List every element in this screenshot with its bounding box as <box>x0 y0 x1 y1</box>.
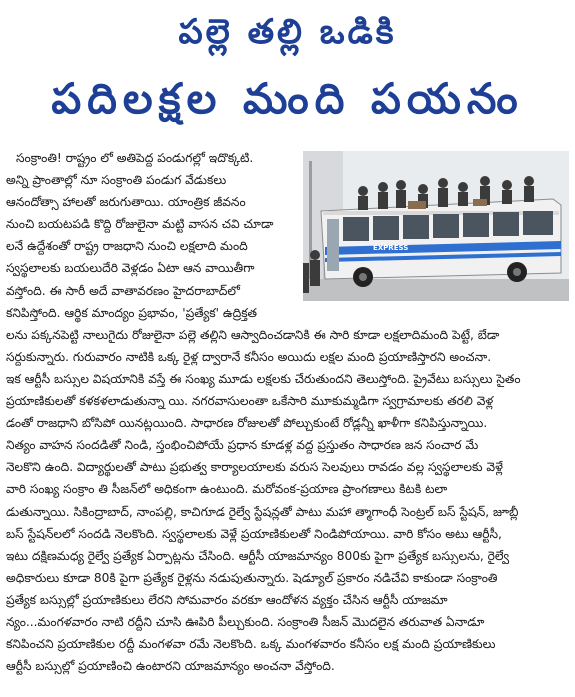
article-line: వస్తోంది. ఈ సారీ అదే వాతావరణం హైదరాబాద్‌లో <box>6 283 240 298</box>
article-line: స్వస్థలాలకు బయలుదేరి వెళ్లడం ఏటా ఆన వాయితీగా <box>6 261 255 276</box>
article-line: ప్రయాణికులతో కళకళలాడుతున్నా యి. నగరవాసులంతా ఒకేసారి మూకుమ్మడిగా స్వగ్రామాలకు తరలి వెళ్ల <box>6 394 494 409</box>
article-line: లనే ఉద్దేశంతో రాష్ట్ర రాజధాని నుంచి లక్షలాది మంది <box>6 239 248 254</box>
article-line: నిత్యం వాహన సందడితో నిండి, స్తంభించిపోయే ప్రధాన కూడళ్ల వద్ద ప్రస్తుతం సాధారణ జన సంచార మే <box>6 438 479 453</box>
article-line: లను పక్కనపెట్టి నాలుగైదు రోజులైనా పల్లె తల్లిని ఆస్వాదించడానికి ఈ సారి కూడా లక్షలాదిమంది పెట్టే, బేడా <box>6 327 500 342</box>
article-line: నెలకొని ఉంది. విద్యార్థులతో పాటు ప్రభుత్వ కార్యాలయాలకు వరుస సెలవులు రావడం వల్ల స్వస్థలాలకు వెళ్లే <box>6 460 503 475</box>
article-line: ఆర్టీసీ బస్సుల్లో ప్రయాణించి ఉంటారని యాజమాన్యం అంచనా వేస్తోంది. <box>6 659 335 674</box>
article-line: వారి సంఖ్య సంక్రాం తి సీజన్‌లో అధికంగా ఉంటుంది. మరోవంక-ప్రయాణ ప్రాంగణాలు కిటకి టలా <box>6 482 448 497</box>
article-line: ప్రత్యేక బస్సుల్లో ప్రయాణికులు లేరని సోమవారం వరకూ ఆందోళన వ్యక్తం చేసిన ఆర్టీసీ యాజమా <box>6 592 448 607</box>
article-line: కనిపిస్తోంది. ఆర్థిక మాంద్యం ప్రభావం, 'ప్రత్యేక' ఉద్రిక్తత <box>6 305 258 320</box>
article-line: కనిపించని ప్రయాణికుల రద్దీ మంగళవా రమే నెలకొంది. ఒక్క మంగళవారం కనీసం లక్ష మంది ప్రయాణికులు <box>6 637 496 652</box>
headline-line-2: పదిలక్షల మంది పయనం <box>51 74 524 123</box>
article-line: ఇక ఆర్టీసీ బస్సుల విషయానికి వస్తే ఈ సంఖ్య మూడు లక్షలకు చేరుతుందని తెలుస్తోంది. ప్రైవేటు బస్సులు సైతం <box>6 371 521 386</box>
article-body <box>6 147 569 677</box>
article-line: ఆనందోత్సా హాలతో జరుగుతాయి. యాంత్రిక జీవనం <box>6 195 246 210</box>
article-line: ఇటు దక్షిణమధ్య రైల్వే ప్రత్యేక ఏర్పాట్లను చేసింది. ఆర్టీసీ యాజమాన్యం 800కు పైగా ప్రత్యేక బస్సులను, రైల్వే <box>6 548 510 563</box>
article-line: అన్ని ప్రాంతాల్లో నూ సంక్రాంతి పండుగ వేడుకలు <box>6 173 227 188</box>
headline-line-1: పల్లె తల్లి ఒడికి <box>178 12 397 52</box>
article-line: డుతున్నాయి. సికింద్రాబాద్, నాంపల్లి, కాచిగూడ రైల్వే స్టేషన్లతో పాటు మహా త్మాగాంధీ సెంట్రల్ బస్ స్టేషన్, జూబ్లీ <box>6 504 519 519</box>
article-line: అధికారులు కూడా 80కి పైగా ప్రత్యేక రైళ్లను నడుపుతున్నారు. షెడ్యూల్ ప్రకారం నడిచేవి కాకుండా సంక్రాంతి <box>6 570 498 585</box>
bus-board-text: EXPRESS <box>373 244 409 252</box>
article-line: న్యం...మంగళవారం నాటి రద్దీని చూసి ఊపిరి పీల్చుకుంది. సంక్రాంతి సీజన్ మొదలైన తరువాత ఏనాడూ <box>6 614 485 629</box>
article-line: బస్ స్టేషన్‌లలో సందడి నెలకొంది. స్వస్థలాలకు వెళ్లే ప్రయాణికులతో నిండిపోయాయి. వారి కోసం అటు ఆర్టీసీ, <box>6 526 502 541</box>
article-line: సర్దుకున్నారు. గురువారం నాటికి ఒక్క రైళ్ల ద్వారానే కనీసం అయిదు లక్షల మంది ప్రయాణిస్తారని అంచనా. <box>6 349 492 364</box>
article-line: నుంచి బయటపడి కొద్ది రోజులైనా మట్టి వాసన చవి చూడా <box>6 217 274 232</box>
article-line: డంతో రాజధాని బోసిపో యినట్లయింది. సాధారణ రోజులతో పోల్చుకుంటే రోడ్లన్నీ ఖాళీగా కనిపిస్తున్నాయి. <box>6 416 488 431</box>
article-line: సంక్రాంతి! రాష్ట్రం లో అతిపెద్ద పండుగల్లో ఇదొక్కటి. <box>16 151 254 165</box>
